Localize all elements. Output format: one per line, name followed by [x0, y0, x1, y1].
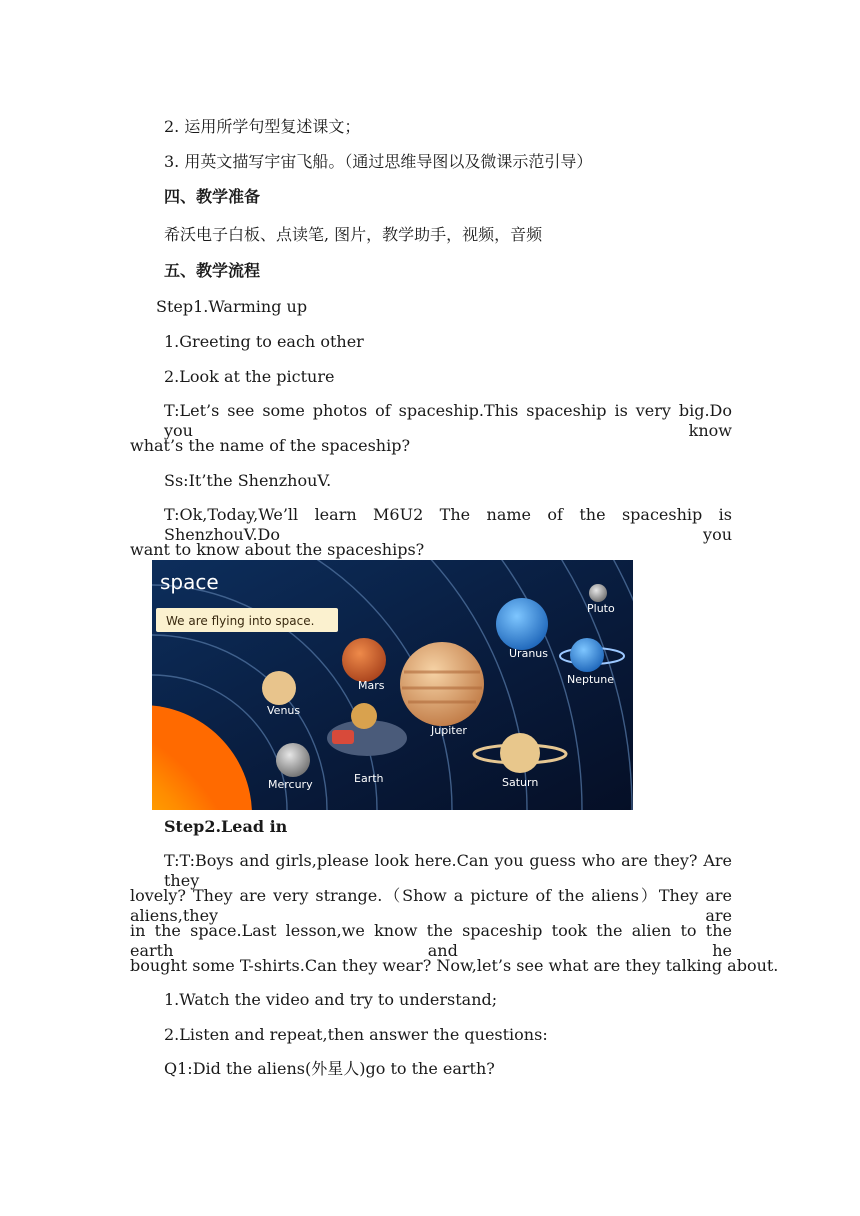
teacher-line-2b: want to know about the spaceships? [130, 540, 425, 559]
mars-label: Mars [358, 679, 385, 692]
teacher-line-1b: what’s the name of the spaceship? [130, 436, 411, 455]
teacher-line-1a: T:Let’s see some photos of spaceship.This spaceship is very big.Do you know [164, 401, 732, 440]
saturn-planet [500, 733, 540, 773]
venus-planet [262, 671, 296, 705]
preparation-materials: 希沃电子白板、点读笔, 图片，教学助手，视频，音频 [164, 225, 543, 244]
question-1: Q1:Did the aliens(外星人)go to the earth? [164, 1059, 495, 1078]
objective-3: 3. 用英文描写宇宙飞船。（通过思维导图以及微课示范引导） [164, 152, 593, 171]
section-heading-preparation: 四、教学准备 [164, 187, 261, 206]
neptune-label: Neptune [567, 673, 615, 686]
step2-item-1: 1.Watch the video and try to understand; [164, 990, 498, 1009]
uranus-planet [496, 598, 548, 650]
lead-in-line-c: in the space.Last lesson,we know the spaceship took the alien to the earth and he [130, 921, 732, 960]
lead-in-line-a: T:T:Boys and girls,please look here.Can you guess who are they? Are they [164, 851, 732, 890]
astronaut-figure [351, 703, 377, 729]
earth-label: Earth [354, 772, 384, 785]
lead-in-line-d: bought some T-shirts.Can they wear? Now,let’s see what are they talking about. [130, 956, 779, 975]
step2-heading: Step2.Lead in [164, 817, 288, 836]
step1-item-2: 2.Look at the picture [164, 367, 335, 386]
jupiter-label: Jupiter [431, 724, 467, 737]
section-heading-procedure: 五、教学流程 [164, 261, 261, 280]
venus-label: Venus [267, 704, 301, 717]
lead-in-line-b: lovely? They are very strange.（Show a picture of the aliens）They are aliens,they are [130, 886, 732, 925]
pluto-label: Pluto [587, 602, 615, 615]
pluto-planet [589, 584, 607, 602]
step1-heading: Step1.Warming up [156, 297, 308, 316]
step2-item-2: 2.Listen and repeat,then answer the questions: [164, 1025, 548, 1044]
step1-item-1: 1.Greeting to each other [164, 332, 364, 351]
objective-2: 2. 运用所学句型复述课文； [164, 117, 361, 136]
image-title: space [160, 570, 219, 594]
uranus-label: Uranus [509, 647, 548, 660]
jupiter-planet [400, 642, 484, 726]
spaceship-body [332, 730, 354, 744]
mercury-label: Mercury [268, 778, 313, 791]
mars-planet [342, 638, 386, 682]
neptune-planet [570, 638, 604, 672]
saturn-label: Saturn [502, 776, 539, 789]
image-caption: We are flying into space. [166, 614, 315, 628]
students-line: Ss:It’the ShenzhouV. [164, 471, 332, 490]
teacher-line-2a: T:Ok,Today,We’ll learn M6U2 The name of the spaceship is ShenzhouV.Do you [164, 505, 732, 544]
mercury-planet [276, 743, 310, 777]
solar-system-image [152, 560, 633, 810]
